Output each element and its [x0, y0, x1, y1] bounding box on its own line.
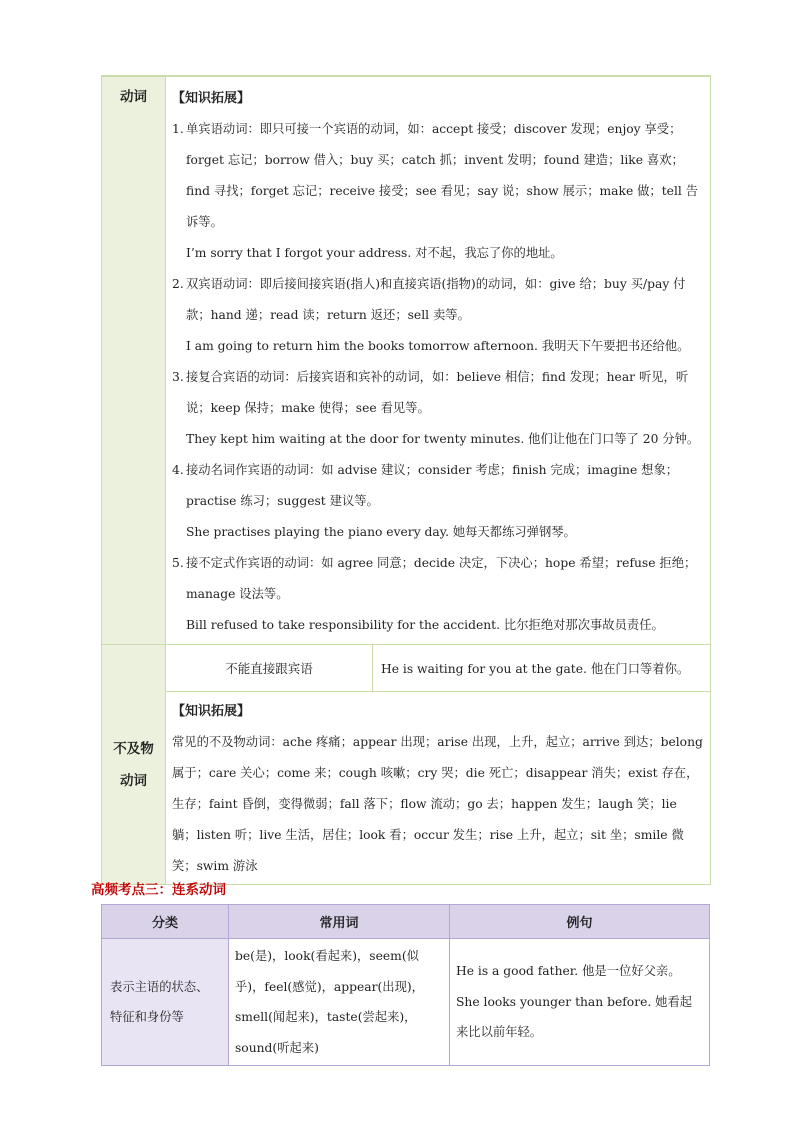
example-sentence: I’m sorry that I forgot your address. 对不起，我忘了你的地址。	[186, 246, 563, 260]
example-sentence: He is a good father. 他是一位好父亲。	[456, 964, 681, 979]
header-words: 常用词	[229, 905, 450, 939]
no-direct-object-cell: 不能直接跟宾语	[166, 645, 373, 692]
example-sentence: They kept him waiting at the door for twenty minutes. 他们让他在门口等了 20 分钟。	[186, 432, 700, 446]
verb-expand-content	[166, 76, 711, 645]
list-item: 2. 双宾语动词：即后接间接宾语(指人)和直接宾语(指物)的动词，如：give 给；buy 买/pay 付款；hand 递；read 读；return 返还；sell 卖等。	[172, 277, 686, 322]
list-item: 1. 单宾语动词：即只可接一个宾语的动词，如：accept 接受；discover 发现；enjoy 享受；forget 忘记；borrow 借入；buy 买；catch 抓；invent 发明；found 建造；like 喜欢；find 寻找；forget 忘记；receive 接受；see 看见；say 说；show 展示；make 做；tell 告诉等。	[172, 122, 699, 229]
list-item: 4. 接动名词作宾语的动词：如 advise 建议；consider 考虑；finish 完成；imagine 想象；practise 练习；suggest 建议等。	[172, 463, 679, 508]
expand-heading: 【知识拓展】	[172, 704, 251, 719]
label-intransitive: 不及物动词	[102, 645, 166, 885]
example-sentence: She looks younger than before. 她看起来比以前年轻。	[456, 994, 693, 1040]
intransitive-expand-content	[166, 692, 711, 885]
linking-verb-table	[101, 904, 710, 1066]
category-cell: 表示主语的状态、特征和身份等	[102, 939, 229, 1066]
expand-heading: 【知识拓展】	[172, 91, 251, 106]
verb-table	[101, 75, 711, 885]
example-sentence: Bill refused to take responsibility for the accident. 比尔拒绝对那次事故员责任。	[186, 618, 664, 632]
example-cell	[450, 939, 710, 1066]
list-item: 5. 接不定式作宾语的动词：如 agree 同意；decide 决定，下决心；hope 希望；refuse 拒绝；manage 设法等。	[172, 556, 697, 601]
example-sentence: I am going to return him the books tomorrow afternoon. 我明天下午要把书还给他。	[186, 339, 690, 353]
table-row	[102, 939, 710, 1066]
words-cell: be(是)，look(看起来)，seem(似乎)，feel(感觉)，appear(出现)，smell(闻起来)，taste(尝起来)，sound(听起来)	[229, 939, 450, 1066]
header-category: 分类	[102, 905, 229, 939]
no-direct-object-example: He is waiting for you at the gate. 他在门口等着你。	[373, 645, 711, 692]
intransitive-list: 常见的不及物动词：ache 疼痛；appear 出现；arise 出现，上升，起立；arrive 到达；belong 属于；care 关心；come 来；cough 咳嗽；cry 哭；die 死亡；disappear 消失；exist 存在，生存；faint 昏倒，变得微弱；fall 落下；flow 流动；go 去；happen 发生；laugh 笑；lie 躺；listen 听；live 生活，居住；look 看；occur 发生；rise 上升，起立；sit 坐；smile 微笑；swim 游泳	[172, 735, 703, 873]
list-item: 3. 接复合宾语的动词：后接宾语和宾补的动词，如：believe 相信；find 发现；hear 听见，听说；keep 保持；make 使得；see 看见等。	[172, 370, 689, 415]
section-title: 高频考点三：连系动词	[91, 882, 226, 898]
label-verb: 动词	[102, 76, 166, 645]
header-example: 例句	[450, 905, 710, 939]
example-sentence: She practises playing the piano every day. 她每天都练习弹钢琴。	[186, 525, 576, 539]
